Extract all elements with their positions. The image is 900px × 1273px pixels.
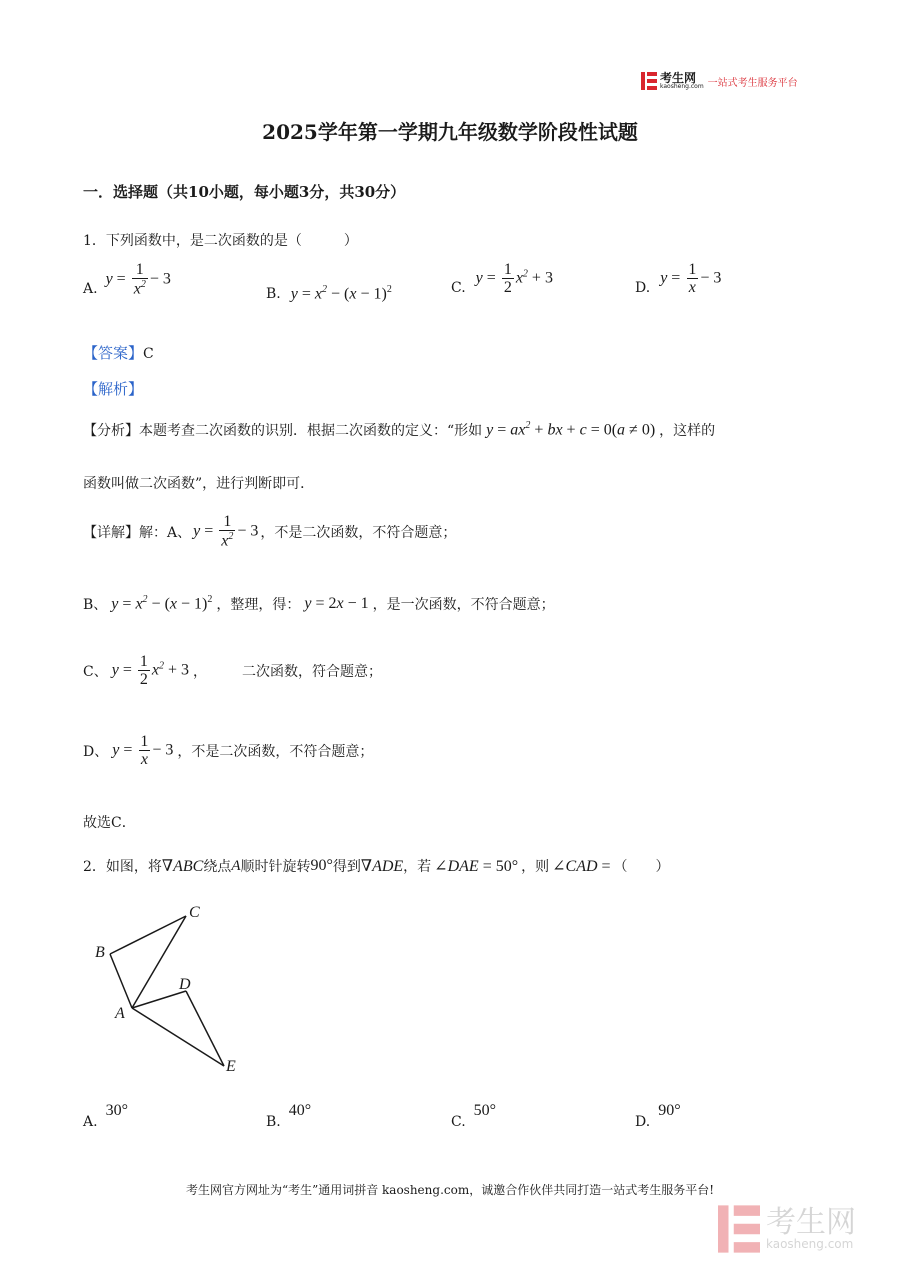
triangle-ade-symbol: ∇ADE <box>360 858 404 875</box>
watermark-sub: kaosheng.com <box>766 1237 854 1251</box>
detail-b-result-formula: y = 2x − 1 <box>304 595 369 612</box>
option-value: 50° <box>473 1102 497 1119</box>
q1-detail-d <box>83 734 373 768</box>
q2-stem-text: ，则 <box>521 859 550 875</box>
fenxi-text-2: ，这样的 <box>659 423 716 439</box>
q1-c-formula: y = $\frac{1}{2}$ $x^2 + 3$ <box>475 261 553 296</box>
q2-stem-text: ，若 <box>403 859 432 875</box>
detail-tag: 【详解】 <box>83 524 139 541</box>
q1-option-d <box>635 262 721 296</box>
label-d: D <box>179 976 191 993</box>
angle-cad-formula: ∠CAD = <box>552 858 611 875</box>
logo-text: 考生网 <box>660 71 697 85</box>
quadratic-definition-formula: $y = ax^2$ + bx + c = 0(a ≠ 0) <box>486 420 656 439</box>
option-label: A. <box>83 1114 98 1130</box>
option-value: 30° <box>105 1102 128 1119</box>
detail-d-formula: y = $\frac{1}{x}$ − 3 <box>112 733 174 768</box>
q2-option-b <box>266 1102 311 1130</box>
q1-answer <box>83 342 154 363</box>
q1-option-b <box>266 284 392 303</box>
label-e: E <box>226 1058 236 1075</box>
q1-detail-a <box>83 514 456 549</box>
header-logo <box>641 72 798 90</box>
q1-detail-b <box>83 594 555 614</box>
answer-tag: 【答案】 <box>83 344 144 362</box>
q1-a-formula: y = $\frac{1}{x^2}$ − 3 <box>105 261 171 298</box>
detail-b-prefix: B、 <box>83 597 108 613</box>
q2-option-d <box>635 1102 681 1130</box>
option-label: D. <box>635 1114 651 1130</box>
detail-b-suffix: ，是一次函数，不符合题意； <box>372 597 555 613</box>
segment-ea <box>132 1008 224 1066</box>
q2-stem <box>83 856 670 876</box>
q2-triangle-figure <box>90 898 260 1078</box>
label-a: A <box>115 1005 125 1022</box>
option-label: D. <box>635 280 651 296</box>
detail-d-prefix: D、 <box>83 744 109 760</box>
q1-conclusion: 故选C． <box>83 815 136 831</box>
q2-option-c <box>451 1102 496 1130</box>
detail-a-suffix: ，不是二次函数，不符合题意； <box>260 524 457 541</box>
kaosheng-watermark-icon <box>718 1205 760 1253</box>
detail-c-formula: y = $\frac{1}{2}$ $x^2 + 3$ <box>111 653 189 688</box>
point-a-symbol: A <box>231 857 241 874</box>
option-label: B. <box>266 1114 281 1130</box>
footer-text: 考生网官方网址为“考生”通用词拼音 kaosheng.com，诚邀合作伙伴共同打造一站式考生服务平台! <box>185 1183 715 1197</box>
detail-a-prefix: 解：A、 <box>139 524 192 541</box>
q2-stem-text: 2．如图，将 <box>83 859 162 875</box>
watermark <box>718 1205 856 1253</box>
label-c: C <box>189 904 200 921</box>
q2-option-a <box>83 1102 128 1130</box>
option-label: A. <box>83 281 98 298</box>
option-value: 40° <box>288 1102 312 1119</box>
triangle-abc-symbol: ∇ABC <box>161 858 204 875</box>
analysis-tag: 【解析】 <box>83 380 144 398</box>
q1-fenxi <box>83 420 715 440</box>
detail-b-formula: $y = x^2 - (x - 1)^2$ <box>111 594 213 613</box>
q1-b-formula: $y = x^2 - (x - 1)^2$ <box>290 284 392 303</box>
q1-d-formula: y = $\frac{1}{x}$ − 3 <box>660 261 722 296</box>
q2-stem-text: 得到 <box>332 859 361 875</box>
detail-a-formula: y = $\frac{1}{x^2}$ − 3 <box>193 513 259 550</box>
option-value: 90° <box>658 1102 681 1119</box>
option-label: C. <box>451 280 466 296</box>
watermark-text: 考生网 <box>766 1205 856 1240</box>
q2-stem-text: 顺时针旋转 <box>240 859 311 875</box>
option-label: B. <box>266 285 281 302</box>
fenxi-tag: 【分析】 <box>83 423 139 439</box>
q2-stem-text: 绕点 <box>203 859 232 875</box>
logo-sub: kaosheng.com <box>660 83 704 90</box>
fenxi-text-3: 函数叫做二次函数”，进行判断即可． <box>83 476 315 492</box>
detail-d-suffix: ，不是二次函数，不符合题意； <box>177 744 374 760</box>
detail-c-prefix: C、 <box>83 664 108 680</box>
option-label: C. <box>451 1114 466 1130</box>
angle-90-symbol: 90° <box>310 857 333 874</box>
label-b: B <box>95 944 105 961</box>
kaosheng-logo-icon <box>641 72 657 90</box>
q2-stem-text: （ ） <box>613 859 670 875</box>
answer-value: C <box>143 346 154 362</box>
q1-stem: 1．下列函数中，是二次函数的是（ ） <box>83 233 358 249</box>
detail-b-mid: ，整理，得： <box>216 597 301 613</box>
fenxi-text: 本题考查二次函数的识别．根据二次函数的定义：“形如 <box>139 423 483 439</box>
q1-detail-c <box>83 654 382 688</box>
q1-option-a <box>83 262 171 297</box>
q1-option-c <box>451 262 553 296</box>
logo-slogan: 一站式考生服务平台 <box>707 77 798 89</box>
angle-dae-formula: ∠DAE = 50° <box>434 858 519 875</box>
page-title: 2025学年第一学期九年级数学阶段性试题 <box>262 120 638 144</box>
section-heading: 一．选择题（共10小题，每小题3分，共30分） <box>83 183 406 201</box>
detail-c-suffix: ， 二次函数，符合题意； <box>193 664 382 680</box>
segment-ab <box>110 954 132 1008</box>
